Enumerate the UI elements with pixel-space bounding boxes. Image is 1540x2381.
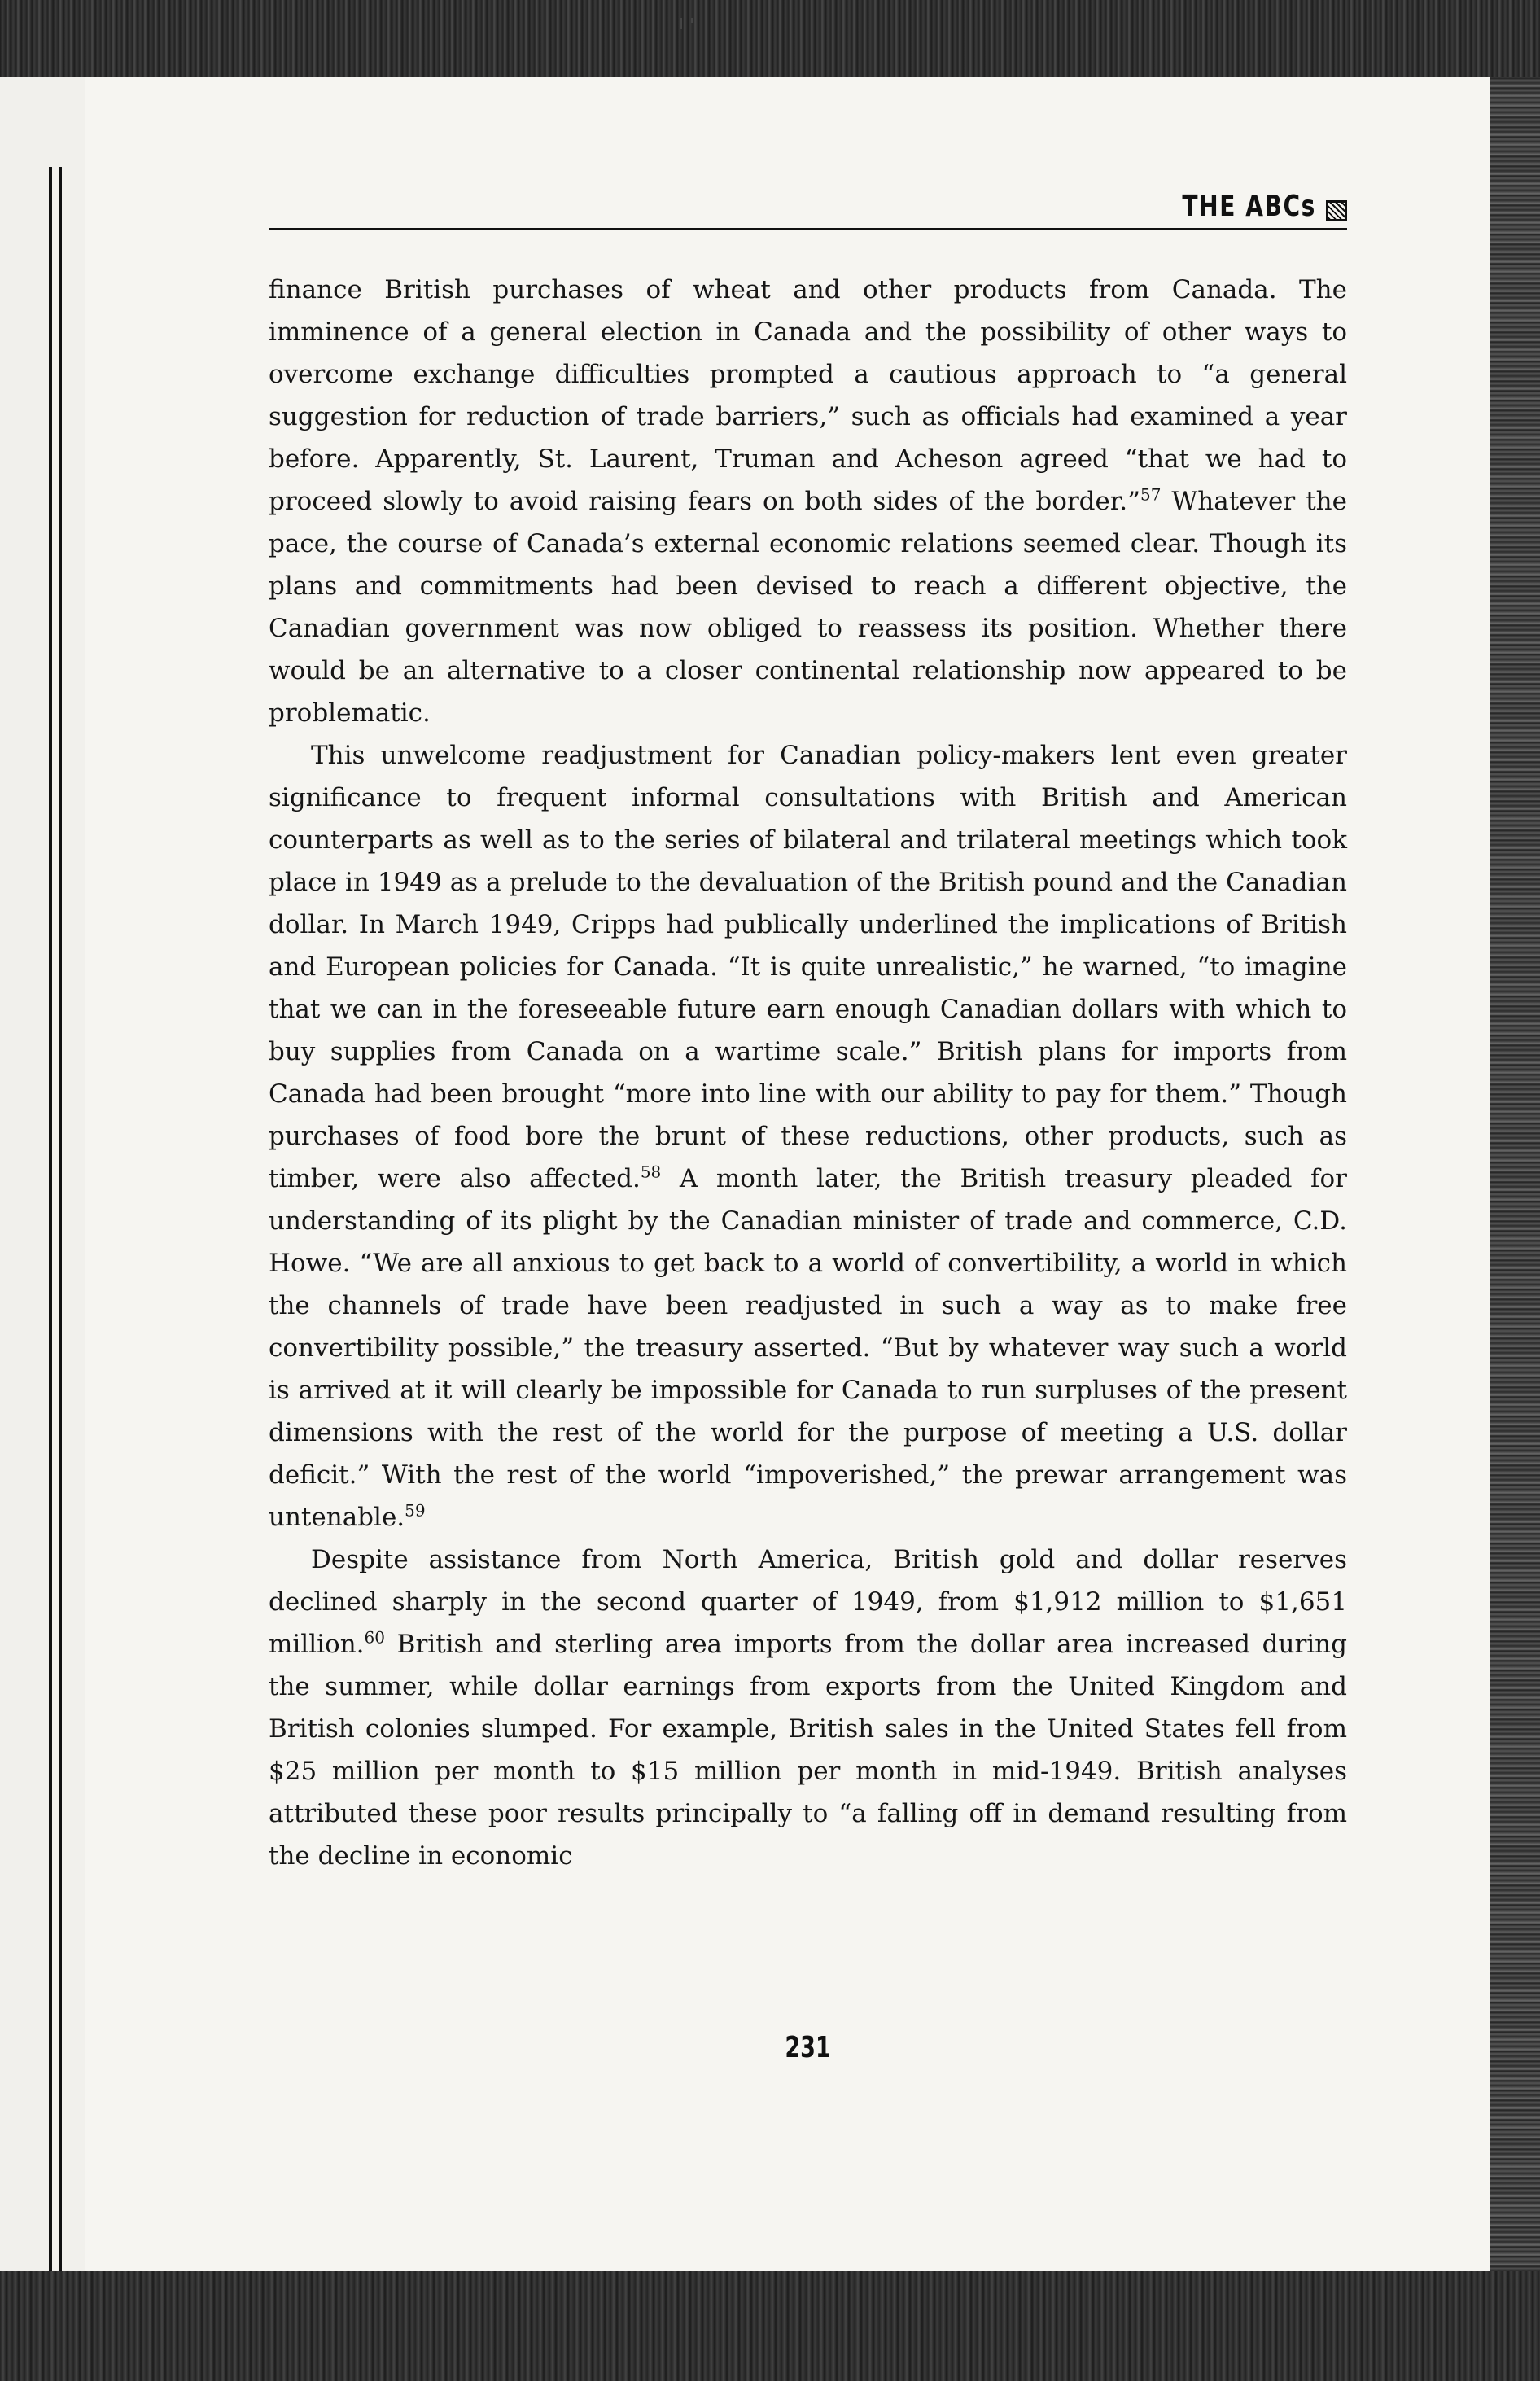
left-rule [59,167,62,2332]
left-rule [49,167,52,2332]
paragraph-text: Despite assistance from North America, British gold and dollar reserves declined sharply in the second quarter of 1949, from $1,912 million to $1,651 million. [269,1545,1347,1659]
scan-border-left [0,77,85,2271]
paragraph-text: A month later, the British treasury pleaded for understanding of its plight by the Canadian minister of trade and commerce, C.D. Howe. “We are all anxious to get back to a world of convertibility, a world in which the channels of trade have been readjusted in such a way as to make free convertibility possible,” the treasury asserted. “But by whatever way such a world is arrived at it will clearly be impossible for Canada to run surpluses of the present dimensions with the rest of the world for the purpose of meeting a U.S. dollar deficit.” With the rest of the world “impoverished,” the prewar arrangement was untenable. [269,1164,1347,1532]
footnote-marker: 58 [640,1162,662,1182]
page-number [269,2031,1347,2064]
scan-border-right [1490,77,1540,2271]
paragraph [269,1538,1347,1877]
footnote-marker: 57 [1140,484,1162,505]
paragraph [269,734,1347,1538]
paragraph-text: British and sterling area imports from the dollar area increased during the summer, while dollar earnings from exports from the United Kingdom and British colonies slumped. For example, British sales in the United States fell from $25 million per month to $15 million per month in mid-1949. British analyses attributed these poor results principally to “a falling off in demand resulting from the decline in economic [269,1630,1347,1871]
paragraph-text: Whatever the pace, the course of Canada’s external economic relations seemed clear. Though its plans and commitments had been devised to reach a different objective, the Canadian government was now obliged to reassess its position. Whether there would be an alternative to a closer continental relationship now appeared to be problematic. [269,487,1347,728]
footnote-marker: 59 [405,1500,426,1521]
running-head [269,187,1347,230]
body-text [269,269,1347,1877]
scan-specks [680,18,696,34]
running-head-title: THE ABCs [1182,190,1316,223]
footnote-marker: 60 [364,1627,385,1648]
scan-border-bottom [0,2271,1540,2381]
paragraph-text: This unwelcome readjustment for Canadian policy-makers lent even greater significance to frequent informal consultations with British and American counterparts as well as to the series of bilateral and trilateral meetings which took place in 1949 as a prelude to the devaluation of the British pound and the Canadian dollar. In March 1949, Cripps had publically underlined the implications of British and European policies for Canada. “It is quite unrealistic,” he warned, “to imagine that we can in the foreseeable future earn enough Canadian dollars with which to buy supplies from Canada on a wartime scale.” British plans for imports from Canada had been brought “more into line with our ability to pay for them.” Though purchases of food bore the brunt of these reductions, other products, such as timber, were also affected. [269,741,1347,1193]
page-number-label: 231 [785,2031,831,2064]
boxed-ornament-icon [1326,200,1347,221]
paragraph [269,269,1347,734]
scan-border-top [0,0,1540,77]
paragraph-text: finance British purchases of wheat and other products from Canada. The imminence of a general election in Canada and the possibility of other ways to overcome exchange difficulties prompted a cautious approach to “a general suggestion for reduction of trade barriers,” such as officials had examined a year before. Apparently, St. Laurent, Truman and Acheson agreed “that we had to proceed slowly to avoid raising fears on both sides of the border.” [269,275,1347,516]
book-page [85,77,1490,2271]
